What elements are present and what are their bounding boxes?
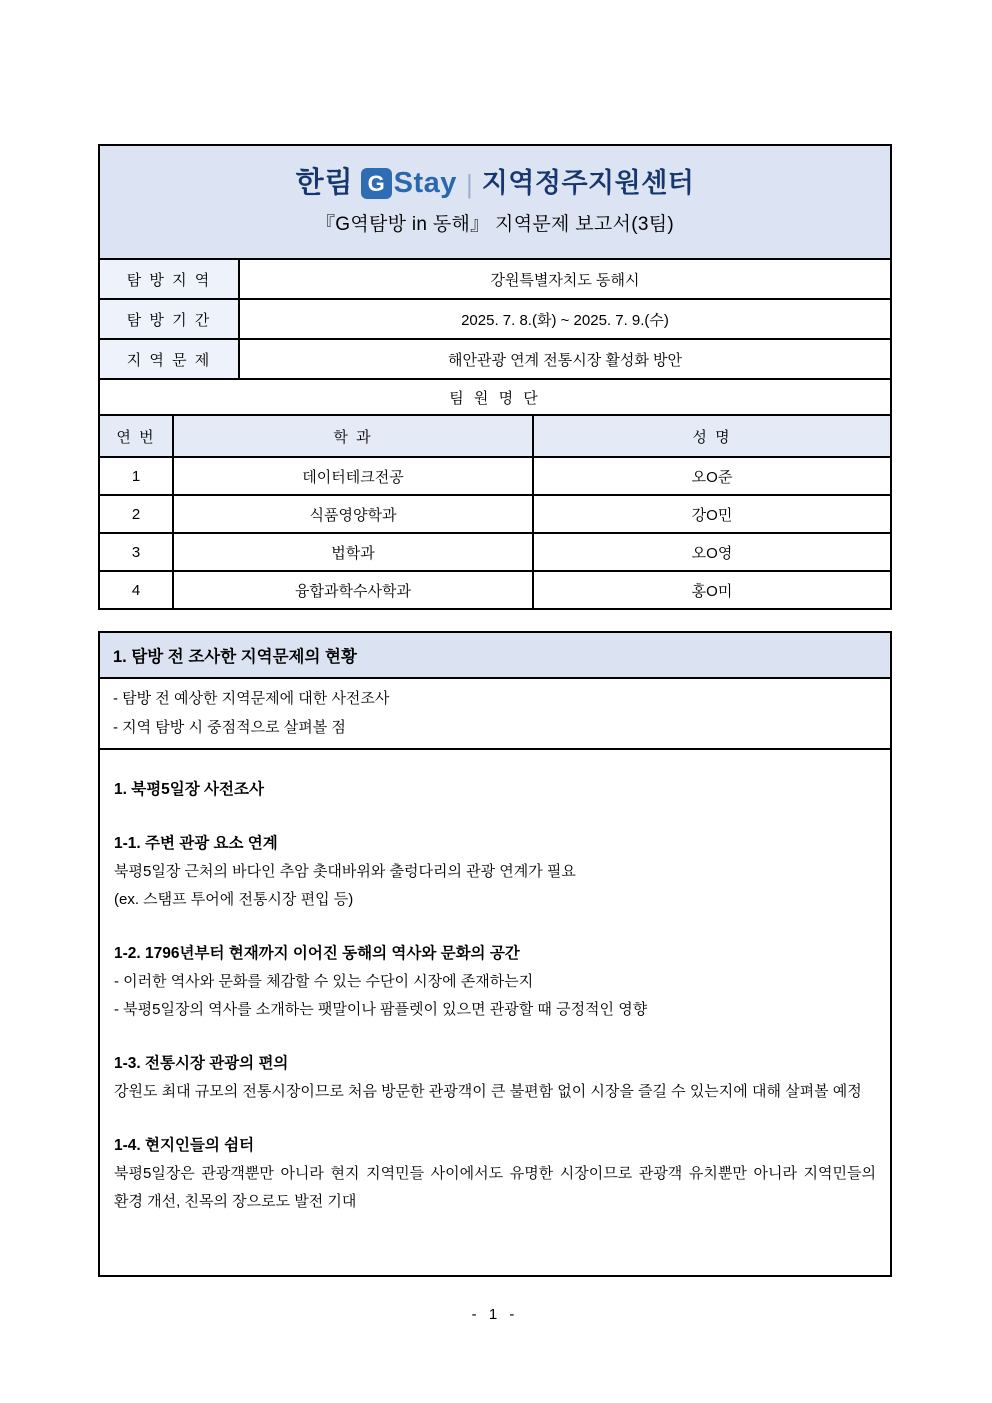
roster-col-no: 연 번: [116, 428, 156, 446]
section-1-content: [98, 750, 892, 1277]
content-group-1-1: [114, 830, 876, 914]
roster-cell-dept: 법학과: [172, 534, 532, 570]
content-group-1: [114, 776, 876, 804]
group-line: (ex. 스탬프 투어에 전통시장 편입 등): [114, 891, 354, 908]
roster-cell-dept: 융합과학수사학과: [172, 572, 532, 608]
report-header-table: [98, 144, 892, 610]
intro-line: - 지역 탐방 시 중점적으로 살펴볼 점: [113, 719, 346, 736]
report-title: 『G역탐방 in 동해』 지역문제 보고서(3팀): [315, 214, 674, 235]
roster-cell-no: 4: [131, 581, 141, 599]
roster-row-1: [100, 456, 890, 494]
group-heading: 1. 북평5일장 사전조사: [114, 781, 264, 798]
roster-cell-name: 홍O미: [532, 572, 890, 608]
info-row-problem: [100, 338, 890, 378]
report-document: [98, 144, 892, 1277]
logo-hallym-text: 한림: [295, 167, 354, 199]
group-line: - 이러한 역사와 문화를 체감할 수 있는 수단이 시장에 존재하는지: [114, 973, 534, 990]
info-row-region: [100, 258, 890, 298]
hallym-gstay-logo: [296, 168, 695, 199]
section-1-header: 1. 탐방 전 조사한 지역문제의 현황: [98, 631, 892, 679]
section-1-box: [98, 631, 892, 1277]
group-heading: 1-3. 전통시장 관광의 편의: [114, 1055, 289, 1072]
roster-cell-no: 1: [131, 467, 141, 485]
info-label-problem: 지 역 문 제: [100, 340, 238, 378]
info-value-problem: 해안관광 연계 전통시장 활성화 방안: [238, 340, 890, 378]
team-roster-title: 팀 원 명 단: [100, 378, 890, 414]
roster-cell-name: 오O영: [532, 534, 890, 570]
info-row-period: [100, 298, 890, 338]
roster-cell-name: 오O준: [532, 458, 890, 494]
group-line: 북평5일장 근처의 바다인 추암 촛대바위와 출렁다리의 관광 연계가 필요: [114, 863, 576, 880]
roster-cell-no: 2: [131, 505, 141, 523]
group-heading: 1-2. 1796년부터 현재까지 이어진 동해의 역사와 문화의 공간: [114, 945, 520, 962]
group-heading: 1-1. 주변 관광 요소 연계: [114, 835, 278, 852]
intro-line: - 탐방 전 예상한 지역문제에 대한 사전조사: [113, 690, 390, 707]
content-group-1-3: [114, 1050, 876, 1106]
info-value-period: 2025. 7. 8.(화) ~ 2025. 7. 9.(수): [238, 300, 890, 338]
page-number: - 1 -: [471, 1306, 519, 1323]
report-banner: [100, 146, 890, 258]
roster-row-3: [100, 532, 890, 570]
roster-col-name: 성 명: [532, 416, 890, 456]
g-badge-icon: G: [361, 168, 392, 199]
content-group-1-2: [114, 940, 876, 1024]
info-label-period: 탐 방 기 간: [100, 300, 238, 338]
logo-center-name: 지역정주지원센터: [481, 168, 695, 198]
content-group-1-4: [114, 1132, 876, 1216]
group-heading: 1-4. 현지인들의 쉼터: [114, 1137, 255, 1154]
section-1-intro: [98, 679, 892, 750]
info-label-region: 탐 방 지 역: [100, 260, 238, 298]
logo-stay-text: Stay: [393, 167, 457, 199]
group-line: - 북평5일장의 역사를 소개하는 팻말이나 팜플렛이 있으면 관광할 때 긍정적인 영향: [114, 1001, 648, 1018]
roster-header-row: [100, 414, 890, 456]
roster-cell-dept: 데이터테크전공: [172, 458, 532, 494]
group-line: 북평5일장은 관광객뿐만 아니라 현지 지역민들 사이에서도 유명한 시장이므로 관광객 유치뿐만 아니라 지역민들의 환경 개선, 친목의 장으로도 발전 기대: [114, 1165, 876, 1210]
roster-cell-name: 강O민: [532, 496, 890, 532]
roster-row-4: [100, 570, 890, 608]
info-value-region: 강원특별자치도 동해시: [238, 260, 890, 298]
roster-cell-no: 3: [131, 543, 141, 561]
logo-divider: |: [465, 168, 473, 199]
roster-cell-dept: 식품영양학과: [172, 496, 532, 532]
roster-row-2: [100, 494, 890, 532]
roster-col-dept: 학 과: [172, 416, 532, 456]
group-line: 강원도 최대 규모의 전통시장이므로 처음 방문한 관광객이 큰 불편함 없이 시장을 즐길 수 있는지에 대해 살펴볼 예정: [114, 1083, 862, 1100]
